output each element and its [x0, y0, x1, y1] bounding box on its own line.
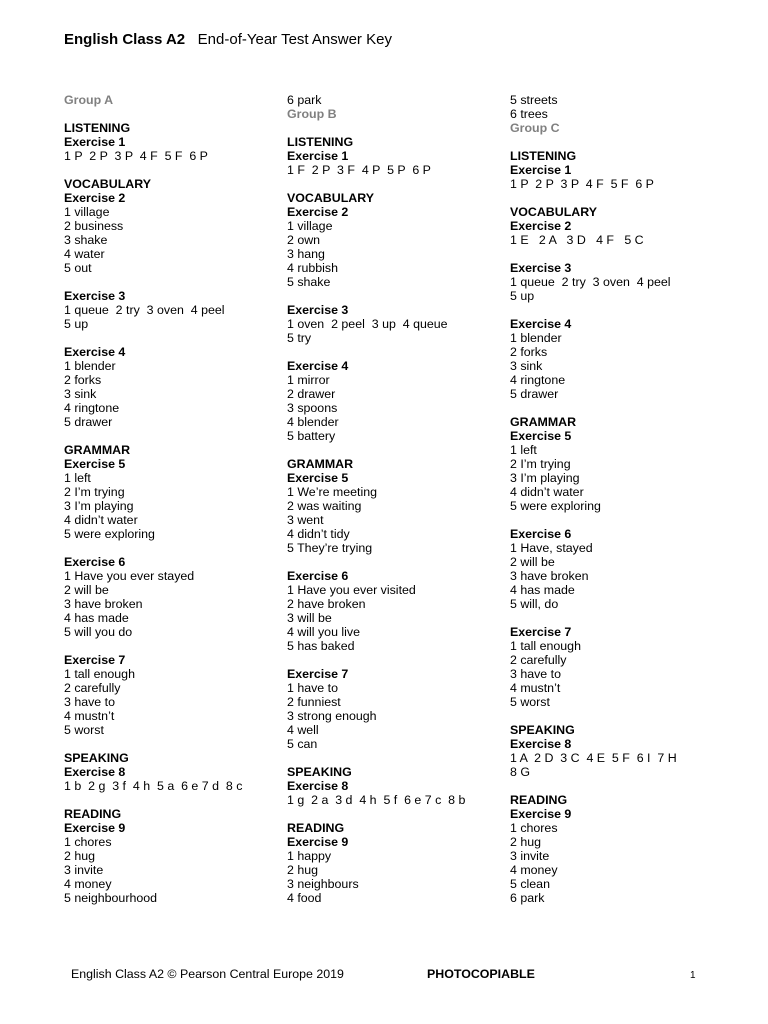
exercise-heading: Exercise 2: [287, 205, 349, 219]
answer-line: 5 worst: [510, 695, 550, 709]
answer-line: 3 spoons: [287, 401, 338, 415]
exercise-heading: Exercise 3: [64, 289, 126, 303]
answer-line: 4 ringtone: [64, 401, 120, 415]
answer-line: 2 carefully: [510, 653, 567, 667]
answer-line: 1 g 2 a 3 d 4 h 5 f 6 e 7 c 8 b: [287, 793, 466, 807]
answer-line: 2 hug: [510, 835, 542, 849]
exercise-heading: Exercise 6: [64, 555, 126, 569]
answer-line: 3 I’m playing: [510, 471, 580, 485]
answer-line: 4 didn’t water: [510, 485, 584, 499]
answer-line: 3 invite: [510, 849, 550, 863]
exercise-heading: Exercise 4: [287, 359, 349, 373]
answer-line: 3 sink: [64, 387, 97, 401]
answer-line: 3 have to: [64, 695, 115, 709]
group-heading: Group A: [64, 93, 114, 107]
exercise-heading: Exercise 1: [510, 163, 572, 177]
answer-line: 3 strong enough: [287, 709, 377, 723]
exercise-heading: Exercise 3: [510, 261, 572, 275]
section-heading: READING: [64, 807, 122, 821]
answer-line: 5 out: [64, 261, 92, 275]
spacer: [287, 653, 502, 667]
group-heading: Group B: [287, 107, 337, 121]
section-heading: SPEAKING: [510, 723, 575, 737]
answer-line: 1 P 2 P 3 P 4 F 5 F 6 P: [510, 177, 654, 191]
answer-line: 3 have to: [510, 667, 561, 681]
answer-line: 4 didn’t water: [64, 513, 138, 527]
title-document: End-of-Year Test Answer Key: [197, 31, 392, 48]
answer-line: 4 well: [287, 723, 319, 737]
spacer: [510, 513, 725, 527]
answer-line: 1 village: [64, 205, 110, 219]
exercise-heading: Exercise 4: [510, 317, 572, 331]
spacer: [64, 275, 279, 289]
page-title: [64, 31, 392, 48]
section-heading: GRAMMAR: [510, 415, 577, 429]
answer-line: 1 village: [287, 219, 333, 233]
answer-line: 5 They’re trying: [287, 541, 373, 555]
exercise-heading: Exercise 1: [287, 149, 349, 163]
answer-line: 1 queue 2 try 3 oven 4 peel: [510, 275, 671, 289]
spacer: [287, 443, 502, 457]
answer-line: 6 park: [510, 891, 545, 905]
section-heading: LISTENING: [64, 121, 131, 135]
answer-line: 5 streets: [510, 93, 558, 107]
answer-line: 2 drawer: [287, 387, 336, 401]
answer-line: 5 worst: [64, 723, 104, 737]
answer-line: 5 will you do: [64, 625, 133, 639]
group-heading: Group C: [510, 121, 560, 135]
spacer: [287, 289, 502, 303]
answer-line: 5 try: [287, 331, 312, 345]
answer-line: 3 sink: [510, 359, 543, 373]
spacer: [64, 163, 279, 177]
spacer: [287, 807, 502, 821]
answer-line: 3 shake: [64, 233, 108, 247]
exercise-heading: Exercise 8: [64, 765, 126, 779]
answer-line: 4 will you live: [287, 625, 360, 639]
spacer: [287, 345, 502, 359]
answer-line: 2 carefully: [64, 681, 121, 695]
answer-line: 1 E 2 A 3 D 4 F 5 C: [510, 233, 644, 247]
spacer: [510, 247, 725, 261]
answer-line: 3 hang: [287, 247, 325, 261]
answer-line: 1 P 2 P 3 P 4 F 5 F 6 P: [64, 149, 208, 163]
answer-line: 1 blender: [510, 331, 562, 345]
footer-copyright: English Class A2 © Pearson Central Europe 2019: [71, 967, 344, 981]
answer-line: 3 invite: [64, 863, 104, 877]
answer-line: 5 neighbourhood: [64, 891, 158, 905]
spacer: [64, 639, 279, 653]
exercise-heading: Exercise 7: [287, 667, 349, 681]
exercise-heading: Exercise 5: [64, 457, 126, 471]
exercise-heading: Exercise 8: [287, 779, 349, 793]
answer-line: 4 blender: [287, 415, 339, 429]
answer-line: 1 happy: [287, 849, 332, 863]
answer-line: 5 were exploring: [64, 527, 155, 541]
answer-line: 2 I’m trying: [64, 485, 125, 499]
answer-line: 5 shake: [287, 275, 331, 289]
spacer: [64, 541, 279, 555]
answer-line: 4 ringtone: [510, 373, 566, 387]
answer-line: 1 have to: [287, 681, 338, 695]
answer-line: 1 chores: [510, 821, 558, 835]
answer-line: 2 funniest: [287, 695, 341, 709]
spacer: [287, 751, 502, 765]
answer-line: 1 blender: [64, 359, 116, 373]
spacer: [64, 429, 279, 443]
answer-line: 1 mirror: [287, 373, 330, 387]
section-heading: READING: [287, 821, 345, 835]
answer-column-1: [64, 93, 279, 905]
spacer: [287, 555, 502, 569]
answer-line: 5 can: [287, 737, 318, 751]
answer-line: 1 A 2 D 3 C 4 E 5 F 6 I 7 H: [510, 751, 677, 765]
answer-line: 3 have broken: [64, 597, 143, 611]
answer-line: 4 money: [64, 877, 112, 891]
answer-line: 3 went: [287, 513, 324, 527]
answer-line: 1 Have you ever stayed: [64, 569, 195, 583]
answer-line: 6 park: [287, 93, 322, 107]
answer-line: 8 G: [510, 765, 530, 779]
exercise-heading: Exercise 5: [287, 471, 349, 485]
spacer: [510, 191, 725, 205]
answer-line: 1 Have you ever visited: [287, 583, 416, 597]
exercise-heading: Exercise 3: [287, 303, 349, 317]
exercise-heading: Exercise 6: [287, 569, 349, 583]
spacer: [510, 135, 725, 149]
answer-line: 1 left: [64, 471, 91, 485]
spacer: [64, 331, 279, 345]
exercise-heading: Exercise 2: [64, 191, 126, 205]
answer-line: 2 forks: [510, 345, 548, 359]
exercise-heading: Exercise 6: [510, 527, 572, 541]
answer-line: 6 trees: [510, 107, 548, 121]
answer-column-2: [287, 93, 502, 905]
answer-line: 1 left: [510, 443, 537, 457]
answer-line: 4 money: [510, 863, 558, 877]
answer-line: 2 hug: [287, 863, 319, 877]
answer-line: 1 b 2 g 3 f 4 h 5 a 6 e 7 d 8 c: [64, 779, 243, 793]
section-heading: READING: [510, 793, 568, 807]
section-heading: VOCABULARY: [287, 191, 374, 205]
answer-line: 5 battery: [287, 429, 336, 443]
answer-line: 1 chores: [64, 835, 112, 849]
answer-line: 5 were exploring: [510, 499, 601, 513]
answer-line: 4 has made: [510, 583, 575, 597]
spacer: [510, 401, 725, 415]
exercise-heading: Exercise 9: [287, 835, 349, 849]
answer-line: 4 didn’t tidy: [287, 527, 350, 541]
answer-line: 3 I’m playing: [64, 499, 134, 513]
page-number: 1: [690, 970, 696, 981]
answer-line: 2 I’m trying: [510, 457, 571, 471]
answer-line: 2 was waiting: [287, 499, 362, 513]
section-heading: SPEAKING: [64, 751, 129, 765]
answer-line: 3 will be: [287, 611, 332, 625]
answer-line: 4 rubbish: [287, 261, 338, 275]
spacer: [64, 737, 279, 751]
exercise-heading: Exercise 7: [510, 625, 572, 639]
section-heading: VOCABULARY: [64, 177, 151, 191]
answer-line: 3 have broken: [510, 569, 589, 583]
answer-line: 5 will, do: [510, 597, 559, 611]
exercise-heading: Exercise 7: [64, 653, 126, 667]
answer-line: 2 own: [287, 233, 321, 247]
answer-column-3: [510, 93, 725, 905]
section-heading: SPEAKING: [287, 765, 352, 779]
answer-line: 2 will be: [64, 583, 109, 597]
spacer: [287, 177, 502, 191]
answer-line: 5 drawer: [64, 415, 113, 429]
exercise-heading: Exercise 1: [64, 135, 126, 149]
section-heading: LISTENING: [510, 149, 577, 163]
answer-line: 2 have broken: [287, 597, 366, 611]
exercise-heading: Exercise 9: [510, 807, 572, 821]
spacer: [64, 793, 279, 807]
answer-line: 1 queue 2 try 3 oven 4 peel: [64, 303, 225, 317]
answer-line: 3 neighbours: [287, 877, 359, 891]
section-heading: GRAMMAR: [287, 457, 354, 471]
exercise-heading: Exercise 5: [510, 429, 572, 443]
section-heading: LISTENING: [287, 135, 354, 149]
exercise-heading: Exercise 9: [64, 821, 126, 835]
answer-line: 4 mustn’t: [510, 681, 561, 695]
footer-photocopiable: PHOTOCOPIABLE: [427, 967, 535, 981]
answer-line: 1 oven 2 peel 3 up 4 queue: [287, 317, 448, 331]
spacer: [510, 611, 725, 625]
spacer: [510, 709, 725, 723]
answer-line: 5 drawer: [510, 387, 559, 401]
answer-line: 1 F 2 P 3 F 4 P 5 P 6 P: [287, 163, 431, 177]
answer-line: 4 water: [64, 247, 105, 261]
exercise-heading: Exercise 4: [64, 345, 126, 359]
answer-line: 4 has made: [64, 611, 129, 625]
spacer: [510, 779, 725, 793]
section-heading: GRAMMAR: [64, 443, 131, 457]
answer-line: 5 has baked: [287, 639, 355, 653]
answer-line: 1 We’re meeting: [287, 485, 377, 499]
answer-line: 4 mustn’t: [64, 709, 115, 723]
answer-line: 1 tall enough: [64, 667, 135, 681]
answer-line: 1 tall enough: [510, 639, 581, 653]
answer-line: 1 Have, stayed: [510, 541, 593, 555]
answer-line: 5 up: [510, 289, 535, 303]
section-heading: VOCABULARY: [510, 205, 597, 219]
spacer: [510, 303, 725, 317]
answer-line: 5 clean: [510, 877, 550, 891]
answer-line: 5 up: [64, 317, 89, 331]
answer-line: 2 hug: [64, 849, 96, 863]
exercise-heading: Exercise 2: [510, 219, 572, 233]
answer-line: 2 forks: [64, 373, 102, 387]
answer-line: 2 will be: [510, 555, 555, 569]
answer-line: 4 food: [287, 891, 322, 905]
spacer: [64, 107, 279, 121]
answer-line: 2 business: [64, 219, 124, 233]
title-course: English Class A2: [64, 31, 186, 48]
spacer: [287, 121, 502, 135]
exercise-heading: Exercise 8: [510, 737, 572, 751]
